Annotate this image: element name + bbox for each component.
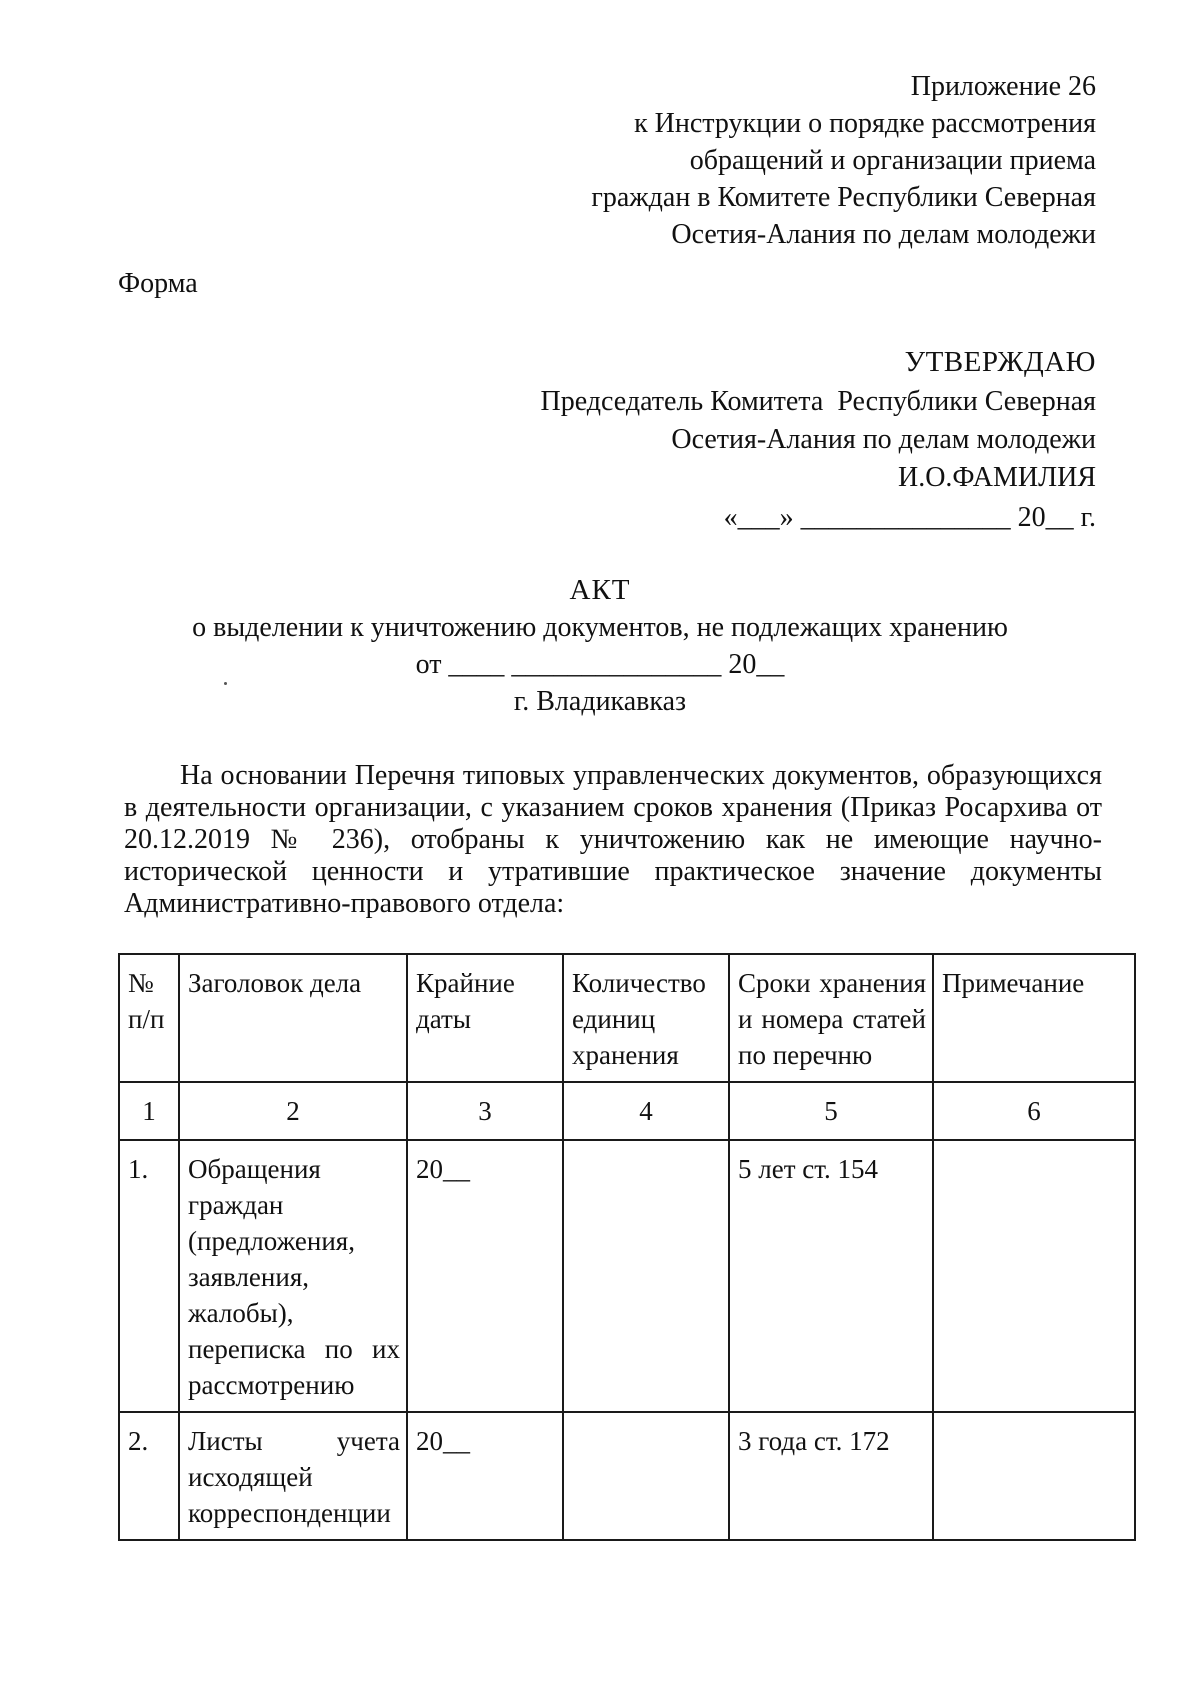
row-number: 2. [119,1412,179,1540]
row-dates: 20__ [407,1412,563,1540]
row-terms: 5 лет ст. 154 [729,1140,933,1412]
act-subtitle: о выделении к уничтожению документов, не подлежащих хранению [192,612,1008,643]
act-title-block [0,572,1200,720]
column-number: 6 [933,1082,1135,1140]
header-cell-units: Количество единиц хранения [563,954,729,1082]
approval-signatory: И.О.ФАМИЛИЯ [897,462,1096,493]
row-units [563,1140,729,1412]
act-date-line: от ____ _______________ 20__ [415,649,785,680]
row-number: 1. [119,1140,179,1412]
appendix-line: Приложение 26 [910,71,1096,102]
approval-date-line: «___» _______________ 20__ г. [723,502,1096,533]
approval-block [540,343,1096,537]
act-title: АКТ [569,574,631,606]
form-label: Форма [118,268,198,299]
appendix-header [591,68,1096,253]
scan-dot [224,682,227,685]
column-number: 2 [179,1082,407,1140]
column-number: 4 [563,1082,729,1140]
column-number: 1 [119,1082,179,1140]
appendix-line: Осетия-Алания по делам молодежи [671,219,1096,250]
row-title: Обращения граждан (предложения, заявления, жалобы), переписка по их рассмотрению [179,1140,407,1412]
table-row [119,1140,1135,1412]
approval-position: Осетия-Алания по делам молодежи [671,424,1096,455]
act-city: г. Владикавказ [513,686,687,717]
documents-table [118,953,1136,1541]
header-cell-number: № п/п [119,954,179,1082]
row-units [563,1412,729,1540]
row-note [933,1412,1135,1540]
approval-position: Председатель Комитета Республики Северная [540,386,1096,417]
header-cell-terms: Сроки хранения и номера статей по перечню [729,954,933,1082]
column-number: 5 [729,1082,933,1140]
basis-paragraph: На основании Перечня типовых управленческих документов, образующихся в деятельности организации, с указанием сроков хранения (Приказ Росархива от 20.12.2019 № 236), отобраны к уничтожению как не имеющие научно-исторической ценности и утратившие практическое значение документы Административно-правового отдела: [124,760,1102,919]
appendix-line: граждан в Комитете Республики Северная [591,182,1096,213]
header-cell-dates: Крайние даты [407,954,563,1082]
column-number: 3 [407,1082,563,1140]
table-column-numbers-row [119,1082,1135,1140]
header-cell-note: Примечание [933,954,1135,1082]
appendix-line: обращений и организации приема [689,145,1096,176]
row-dates: 20__ [407,1140,563,1412]
table-row [119,1412,1135,1540]
row-note [933,1140,1135,1412]
header-cell-title: Заголовок дела [179,954,407,1082]
row-title: Листы учета исходящей корреспонденции [179,1412,407,1540]
row-terms: 3 года ст. 172 [729,1412,933,1540]
approval-heading: УТВЕРЖДАЮ [904,346,1096,378]
table-header-row [119,954,1135,1082]
appendix-line: к Инструкции о порядке рассмотрения [634,108,1096,139]
